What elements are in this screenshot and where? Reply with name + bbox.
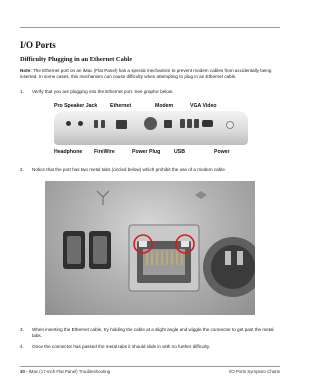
metal-tab-right xyxy=(181,241,189,247)
ethernet-port-photo xyxy=(45,181,255,315)
step-number: 3. xyxy=(20,327,24,332)
step-3 xyxy=(20,327,278,340)
step-text: When inserting the Ethernet cable, try holding the cable at a slight angle and wiggle the connector to get past the metal tabs. xyxy=(32,327,274,339)
note-label: Note: xyxy=(20,68,32,73)
port-panel-figure xyxy=(54,103,248,159)
page-number: 30 - xyxy=(20,369,28,374)
label-power-plug: Power Plug xyxy=(132,149,161,155)
label-ethernet: Ethernet xyxy=(110,103,132,109)
step-number: 4. xyxy=(20,344,24,349)
footer-left xyxy=(20,369,110,374)
header-rule xyxy=(20,27,280,28)
rear-panel xyxy=(54,111,248,145)
power-plug-port xyxy=(144,117,157,130)
step-text: Verify that you are plugging into the Ethernet port. See graphic below. xyxy=(32,89,174,94)
vga-port xyxy=(202,120,213,127)
label-vga-video: VGA Video xyxy=(190,103,217,109)
label-modem: Modem xyxy=(155,103,174,109)
step-4 xyxy=(20,344,278,350)
power-button xyxy=(226,121,234,129)
firewire-port-1 xyxy=(94,120,98,128)
usb-port-2 xyxy=(187,119,192,128)
step-number: 1. xyxy=(20,89,24,94)
footer-rule xyxy=(20,366,280,367)
step-text: Once the connector has passed the metal tabs it should slide in with no further difficulty. xyxy=(32,344,211,349)
step-number: 2. xyxy=(20,167,24,172)
modem-port xyxy=(164,120,172,128)
footer-doc-title: iMac (17-inch Flat Panel) Troubleshooting xyxy=(28,369,111,374)
section-title: I/O Ports xyxy=(20,40,56,50)
firewire-symbol-icon xyxy=(97,191,109,205)
usb-port-1 xyxy=(180,119,185,128)
label-firewire: FireWire xyxy=(94,149,115,155)
step-2 xyxy=(20,167,278,173)
headphone-port xyxy=(78,121,83,126)
firewire-port-2 xyxy=(101,120,105,128)
step-1 xyxy=(20,89,278,95)
subsection-title: Difficulty Plugging in an Ethernet Cable xyxy=(20,56,133,63)
usb-port-3 xyxy=(194,119,199,128)
label-pro-speaker-jack: Pro Speaker Jack xyxy=(54,103,98,109)
footer-section-title: I/O Ports Symptom Charts xyxy=(228,369,280,374)
label-usb: USB xyxy=(174,149,185,155)
ethernet-symbol-icon xyxy=(195,191,207,199)
ethernet-port-illustration xyxy=(45,181,255,315)
ethernet-port xyxy=(116,120,127,129)
pro-speaker-port xyxy=(66,121,71,126)
step-text: Notice that the port has two metal tabs (circled below) which prohibit the use of a modem cable. xyxy=(32,167,227,172)
label-power: Power xyxy=(214,149,230,155)
metal-tab-left xyxy=(139,241,147,247)
note-paragraph xyxy=(20,68,280,81)
note-text: The Ethernet port on an iMac (Flat Panel) has a special mechanism to prevent modem cables from accidentally being inserted. In some cases, this mechanism can cause difficulty when attempting to plug in an Ethernet cable. xyxy=(20,68,272,80)
label-headphone: Headphone xyxy=(54,149,83,155)
